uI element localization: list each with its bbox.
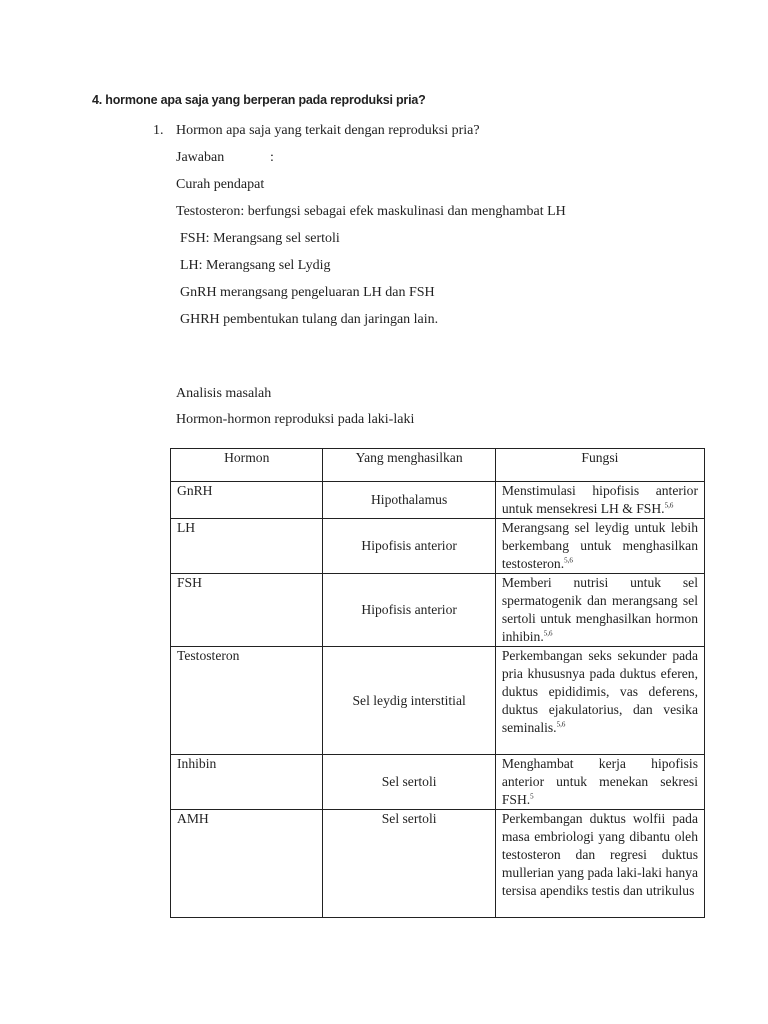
cell-fungsi (495, 755, 704, 810)
cell-source: Hipofisis anterior (323, 574, 495, 647)
answer-ghrh: GHRH pembentukan tulang dan jaringan lain. (180, 312, 439, 327)
fungsi-text: Menstimulasi hipofisis anterior untuk mensekresi LH & FSH. (501, 483, 698, 516)
cell-hormon: GnRH (171, 482, 323, 519)
header-source: Yang menghasilkan (323, 449, 495, 482)
cell-fungsi (495, 647, 704, 755)
answer-fsh: FSH: Merangsang sel sertoli (180, 231, 340, 246)
table-row (171, 482, 705, 519)
reference-sup: 5 (530, 792, 534, 801)
header-fungsi: Fungsi (495, 449, 704, 482)
cell-source: Sel sertoli (323, 810, 495, 918)
cell-hormon: LH (171, 519, 323, 574)
jawaban-label: Jawaban (176, 150, 225, 165)
reference-sup: 5,6 (664, 501, 674, 510)
cell-source: Hipofisis anterior (323, 519, 495, 574)
reference-sup: 5,6 (556, 720, 566, 729)
cell-source: Sel sertoli (323, 755, 495, 810)
fungsi-text: Perkembangan duktus wolfii pada masa embriologi yang dibantu oleh testosteron dan regresi duktus mullerian yang pada laki-laki hanya tersisa apendiks testis dan utrikulus (501, 811, 698, 898)
cell-source: Hipothalamus (323, 482, 495, 519)
table-row (171, 574, 705, 647)
hormone-table (170, 448, 705, 918)
question-heading: 4. hormone apa saja yang berperan pada reproduksi pria? (92, 93, 426, 107)
fungsi-text: Menghambat kerja hipofisis anterior untuk menekan sekresi FSH. (501, 756, 698, 807)
table-title: Hormon-hormon reproduksi pada laki-laki (176, 412, 415, 427)
cell-fungsi (495, 519, 704, 574)
curah-pendapat: Curah pendapat (176, 177, 265, 192)
item-question: Hormon apa saja yang terkait dengan reproduksi pria? (176, 123, 480, 138)
reference-sup: 5,6 (543, 629, 553, 638)
cell-fungsi (495, 482, 704, 519)
table-row (171, 755, 705, 810)
fungsi-text: Merangsang sel leydig untuk lebih berkembang untuk menghasilkan testosteron. (501, 520, 698, 571)
jawaban-colon: : (270, 150, 274, 165)
answer-gnrh: GnRH merangsang pengeluaran LH dan FSH (180, 285, 435, 300)
table-header-row (171, 449, 705, 482)
cell-hormon: Inhibin (171, 755, 323, 810)
fungsi-text: Memberi nutrisi untuk sel spermatogenik dan merangsang sel sertoli untuk menghasilkan hormon inhibin. (501, 575, 698, 644)
cell-hormon: Testosteron (171, 647, 323, 755)
answer-lh: LH: Merangsang sel Lydig (180, 258, 331, 273)
cell-fungsi (495, 810, 704, 918)
table-row (171, 810, 705, 918)
cell-fungsi (495, 574, 704, 647)
reference-sup: 5,6 (564, 556, 573, 565)
cell-source: Sel leydig interstitial (323, 647, 495, 755)
cell-hormon: AMH (171, 810, 323, 918)
table-row (171, 519, 705, 574)
item-number: 1. (153, 123, 164, 138)
header-hormon: Hormon (171, 449, 323, 482)
answer-testosteron: Testosteron: berfungsi sebagai efek maskulinasi dan menghambat LH (176, 204, 566, 219)
analysis-title: Analisis masalah (176, 386, 272, 401)
table-row (171, 647, 705, 755)
fungsi-text: Perkembangan seks sekunder pada pria khususnya pada duktus eferen, duktus epididimis, vas deferens, duktus ejakulatorius, dan vesika seminalis. (501, 648, 698, 735)
cell-hormon: FSH (171, 574, 323, 647)
